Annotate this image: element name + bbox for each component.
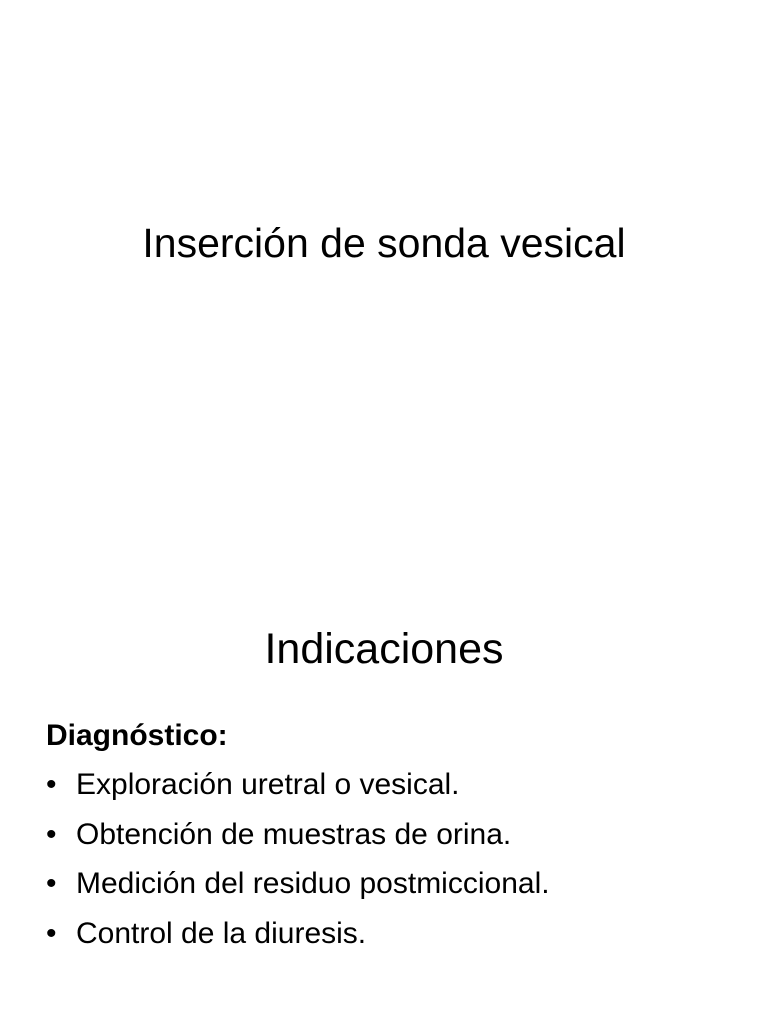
- bullet-text: Obtención de muestras de orina.: [76, 817, 512, 851]
- bullet-text: Control de la diuresis.: [76, 916, 367, 950]
- diagnostic-subheading: Diagnóstico:: [46, 719, 228, 752]
- indications-content: [46, 712, 736, 958]
- bullet-icon: •: [46, 867, 57, 900]
- bullet-icon: •: [46, 768, 57, 801]
- list-item: [46, 760, 736, 810]
- list-item: [46, 909, 736, 959]
- bullet-icon: •: [46, 916, 57, 950]
- section-title: Indicaciones: [264, 625, 504, 673]
- bullet-text: Medición del residuo postmiccional.: [76, 867, 550, 900]
- bullet-icon: •: [46, 817, 57, 851]
- diagnostic-bullet-list: [46, 760, 736, 958]
- slide-title: Inserción de sonda vesical: [142, 220, 626, 266]
- list-item: [46, 810, 736, 860]
- list-item: [46, 859, 736, 909]
- bullet-text: Exploración uretral o vesical.: [76, 768, 460, 801]
